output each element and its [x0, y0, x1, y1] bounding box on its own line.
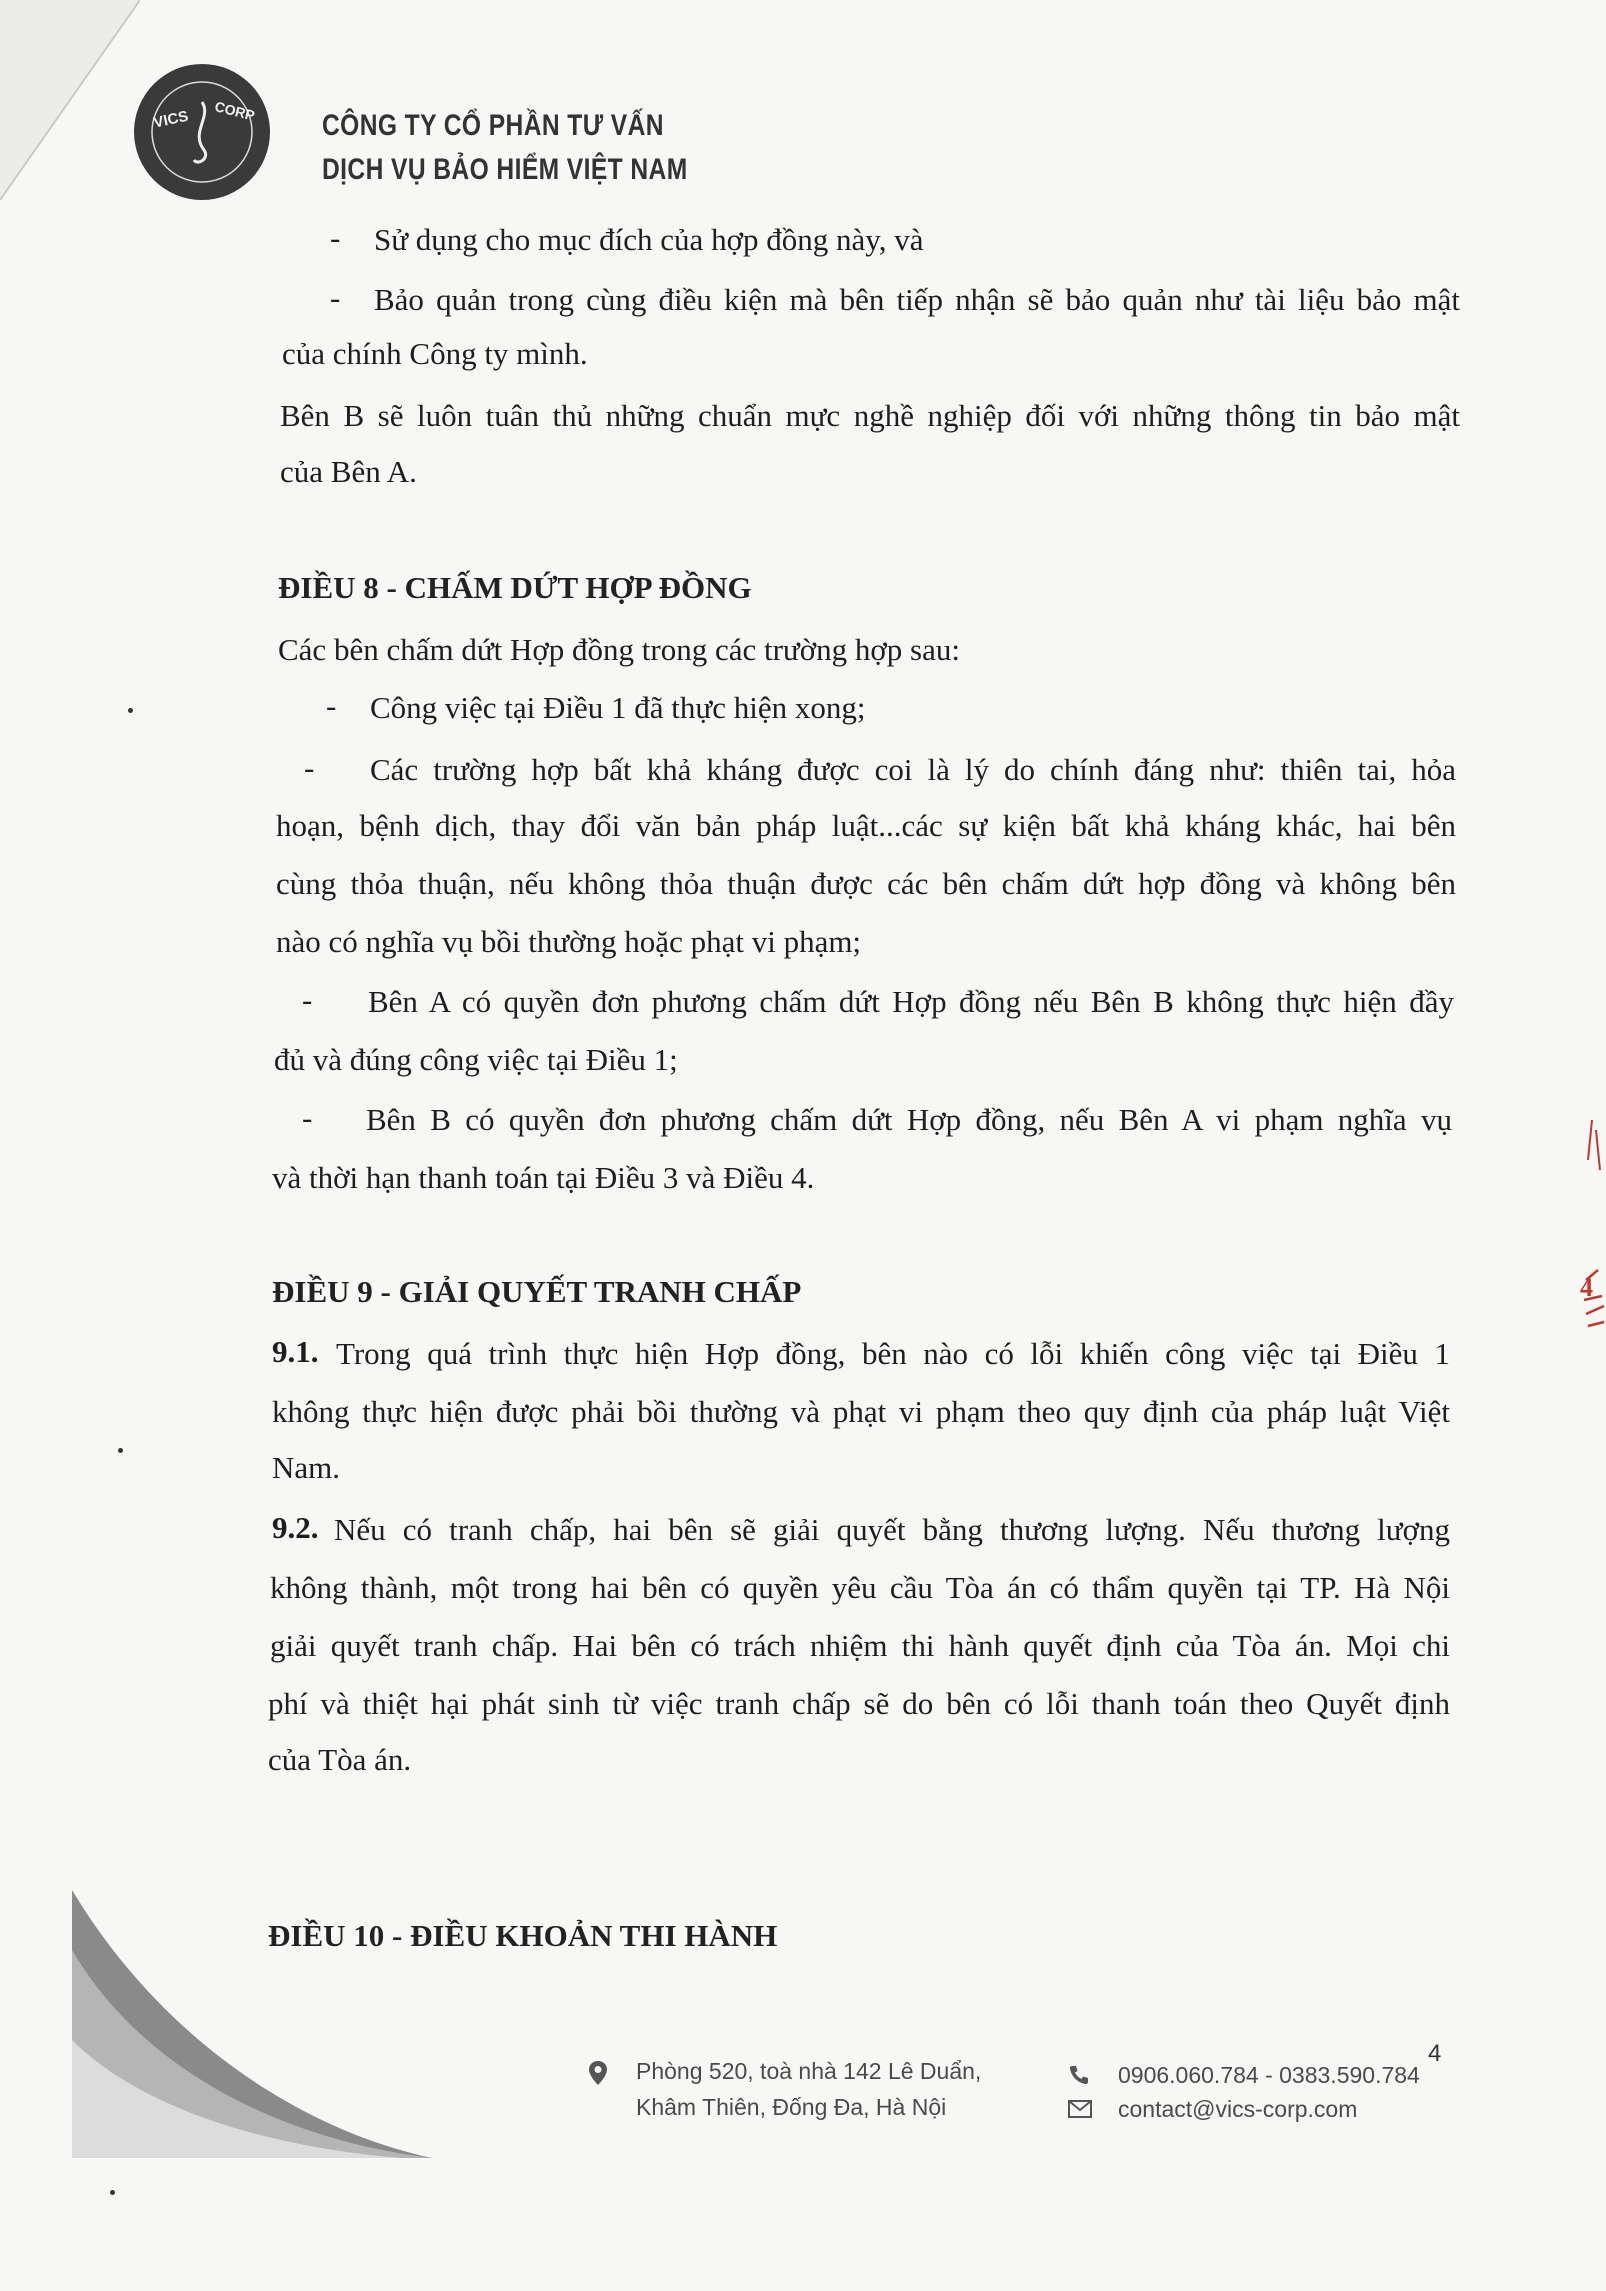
article-9-heading: ĐIỀU 9 - GIẢI QUYẾT TRANH CHẤP	[272, 1274, 802, 1309]
article-8-bullet-1: Công việc tại Điều 1 đã thực hiện xong;	[370, 690, 866, 725]
stamp-fragment	[1578, 1100, 1606, 1400]
article-8-bullet-3-line2: đủ và đúng công việc tại Điều 1;	[274, 1042, 678, 1077]
article-9-1-line3: Nam.	[272, 1450, 341, 1485]
phone-icon	[1068, 2064, 1090, 2086]
article-9-2-number: 9.2.	[272, 1510, 319, 1545]
article-8-intro: Các bên chấm dứt Hợp đồng trong các trường hợp sau:	[278, 632, 960, 667]
article-9-2-line2: không thành, một trong hai bên có quyền yêu cầu Tòa án có thẩm quyền tại TP. Hà Nội	[270, 1570, 1450, 1605]
page-number: 4	[1428, 2040, 1442, 2067]
footer-phone: 0906.060.784 - 0383.590.784	[1118, 2062, 1420, 2088]
intro-bullet-2-line2: của chính Công ty mình.	[282, 336, 588, 371]
bullet-dash: -	[326, 688, 337, 723]
footer-address-line1: Phòng 520, toà nhà 142 Lê Duẩn,	[636, 2058, 982, 2084]
article-8-bullet-4-line2: và thời hạn thanh toán tại Điều 3 và Điều 4.	[272, 1160, 815, 1195]
article-9-2-line1: Nếu có tranh chấp, hai bên sẽ giải quyết bằng thương lượng. Nếu thương lượng	[334, 1512, 1450, 1547]
footer-address-line2: Khâm Thiên, Đống Đa, Hà Nội	[636, 2094, 947, 2120]
bullet-dash: -	[304, 750, 315, 785]
article-8-bullet-4-line1: Bên B có quyền đơn phương chấm dứt Hợp đồng, nếu Bên A vi phạm nghĩa vụ	[366, 1102, 1452, 1137]
intro-para-line2: của Bên A.	[280, 454, 417, 489]
article-8-bullet-3-line1: Bên A có quyền đơn phương chấm dứt Hợp đồng nếu Bên B không thực hiện đầy	[368, 984, 1454, 1019]
scan-speck	[128, 708, 133, 713]
scan-speck	[118, 1448, 123, 1453]
company-name-line2: DỊCH VỤ BẢO HIỂM VIỆT NAM	[322, 153, 688, 186]
company-name	[322, 104, 688, 192]
bullet-dash: -	[302, 982, 313, 1017]
intro-bullet-1: Sử dụng cho mục đích của hợp đồng này, và	[374, 222, 924, 257]
article-8-bullet-2-line1: Các trường hợp bất khả kháng được coi là lý do chính đáng như: thiên tai, hỏa	[370, 752, 1456, 787]
article-9-1-line2: không thực hiện được phải bồi thường và phạt vi phạm theo quy định của pháp luật Việt	[272, 1394, 1450, 1429]
article-9-1-line1: Trong quá trình thực hiện Hợp đồng, bên nào có lỗi khiến công việc tại Điều 1	[336, 1336, 1450, 1371]
intro-para-line1: Bên B sẽ luôn tuân thủ những chuẩn mực nghề nghiệp đối với những thông tin bảo mật	[280, 398, 1460, 433]
footer-email: contact@vics-corp.com	[1118, 2096, 1358, 2122]
bullet-dash: -	[302, 1100, 313, 1135]
email-icon	[1068, 2100, 1092, 2118]
page-fold-corner	[0, 0, 140, 200]
location-pin-icon	[588, 2060, 608, 2086]
bullet-dash: -	[330, 280, 341, 315]
company-logo-icon	[132, 62, 272, 202]
bullet-dash: -	[330, 220, 341, 255]
article-9-1-number: 9.1.	[272, 1334, 319, 1369]
article-9-2-line5: của Tòa án.	[268, 1742, 412, 1777]
svg-text:CORP: CORP	[213, 98, 257, 124]
svg-text:4: 4	[1580, 1273, 1593, 1302]
article-8-heading: ĐIỀU 8 - CHẤM DỨT HỢP ĐỒNG	[278, 570, 752, 605]
scan-speck	[110, 2190, 115, 2195]
intro-bullet-2-line1: Bảo quản trong cùng điều kiện mà bên tiếp nhận sẽ bảo quản như tài liệu bảo mật	[374, 282, 1460, 317]
footer-decoration	[72, 1890, 432, 2160]
article-8-bullet-2-line3: cùng thỏa thuận, nếu không thỏa thuận được các bên chấm dứt hợp đồng và không bên	[276, 866, 1456, 901]
article-8-bullet-2-line4: nào có nghĩa vụ bồi thường hoặc phạt vi phạm;	[276, 924, 862, 959]
article-10-heading: ĐIỀU 10 - ĐIỀU KHOẢN THI HÀNH	[268, 1918, 778, 1953]
article-8-bullet-2-line2: hoạn, bệnh dịch, thay đổi văn bản pháp luật...các sự kiện bất khả kháng khác, hai bên	[276, 808, 1456, 843]
article-9-2-line4: phí và thiệt hại phát sinh từ việc tranh chấp sẽ do bên có lỗi thanh toán theo Quyết định	[268, 1686, 1450, 1721]
article-9-2-line3: giải quyết tranh chấp. Hai bên có trách nhiệm thi hành quyết định của Tòa án. Mọi chi	[270, 1628, 1450, 1663]
company-name-line1: CÔNG TY CỔ PHẦN TƯ VẤN	[322, 109, 664, 142]
svg-text:VICS: VICS	[152, 107, 190, 132]
